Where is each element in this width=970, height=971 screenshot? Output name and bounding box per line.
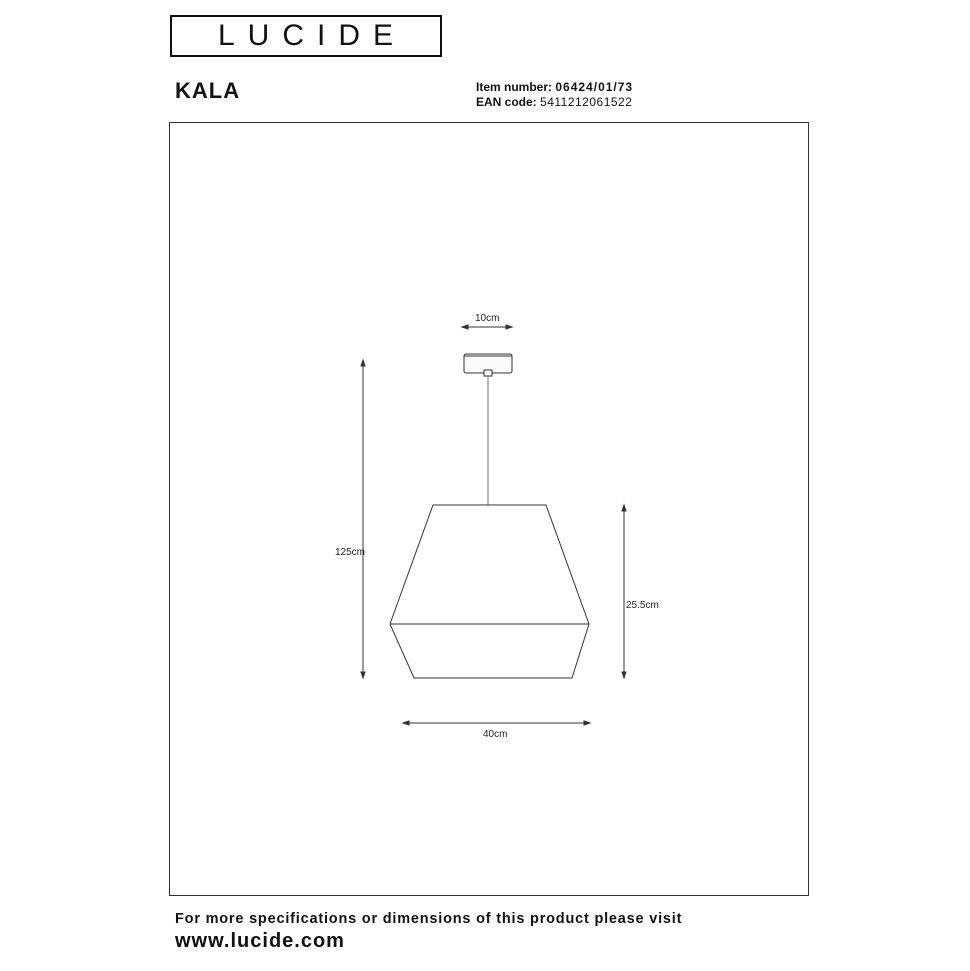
item-number-label: Item number: <box>476 80 553 94</box>
shade-width-label: 40cm <box>483 729 508 740</box>
total-height-label: 125cm <box>335 547 366 558</box>
lamp-shade <box>390 505 589 678</box>
canopy-width-arrow <box>462 325 512 329</box>
ean-label: EAN code: <box>476 95 537 109</box>
brand-logo-text: LUCIDE <box>217 19 407 52</box>
canopy-width-label: 10cm <box>475 313 500 324</box>
item-number-value: 06424/01/73 <box>555 80 634 94</box>
canopy <box>464 354 512 376</box>
shade-height-label: 25.5cm <box>626 600 659 611</box>
product-name: KALA <box>175 78 241 103</box>
shade-width-arrow <box>403 721 590 725</box>
footer-url[interactable]: www.lucide.com <box>175 930 345 952</box>
total-height-arrow <box>361 360 365 678</box>
shade-height-arrow <box>622 505 626 678</box>
ean-value: 5411212061522 <box>540 95 633 109</box>
footer-text: For more specifications or dimensions of this product please visit <box>175 911 683 927</box>
